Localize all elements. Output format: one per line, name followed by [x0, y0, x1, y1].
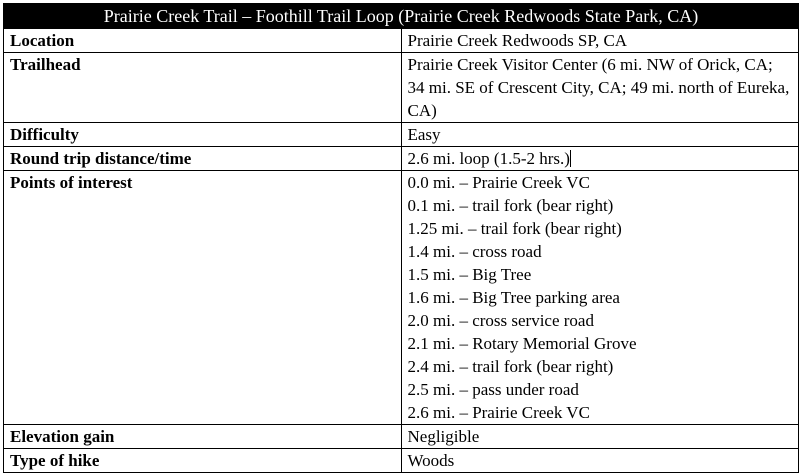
- location-value: Prairie Creek Redwoods SP, CA: [401, 29, 799, 53]
- list-item: 2.1 mi. – Rotary Memorial Grove: [407, 334, 637, 353]
- elevation-label: Elevation gain: [4, 425, 402, 449]
- table-row-hike-type: [4, 449, 799, 473]
- list-item: 1.4 mi. – cross road: [407, 242, 542, 261]
- trailhead-label: Trailhead: [4, 53, 402, 123]
- difficulty-value: Easy: [401, 123, 799, 147]
- points-of-interest-label: Points of interest: [4, 171, 402, 425]
- table-row-points-of-interest: [4, 171, 799, 425]
- distance-cell[interactable]: [401, 147, 799, 171]
- list-item: 2.5 mi. – pass under road: [407, 380, 579, 399]
- table-row-location: [4, 29, 799, 53]
- points-of-interest-list: [408, 171, 793, 424]
- table-row-difficulty: [4, 123, 799, 147]
- list-item: 2.4 mi. – trail fork (bear right): [407, 357, 614, 376]
- list-item: 0.1 mi. – trail fork (bear right): [407, 196, 614, 215]
- location-label: Location: [4, 29, 402, 53]
- points-of-interest-cell: [401, 171, 799, 425]
- table-row-trailhead: [4, 53, 799, 123]
- trailhead-value: Prairie Creek Visitor Center (6 mi. NW of Orick, CA; 34 mi. SE of Crescent City, CA; 49 mi. north of Eureka, CA): [401, 53, 799, 123]
- list-item: 2.0 mi. – cross service road: [407, 311, 594, 330]
- table-row-elevation: [4, 425, 799, 449]
- list-item: 2.6 mi. – Prairie Creek VC: [407, 403, 590, 422]
- text-cursor: [570, 150, 571, 167]
- elevation-value: Negligible: [401, 425, 799, 449]
- list-item: 0.0 mi. – Prairie Creek VC: [407, 173, 590, 192]
- distance-label: Round trip distance/time: [4, 147, 402, 171]
- list-item: 1.6 mi. – Big Tree parking area: [407, 288, 620, 307]
- title-row: [4, 4, 799, 29]
- hike-type-value: Woods: [401, 449, 799, 473]
- trail-info-sheet: [3, 3, 799, 473]
- hike-type-label: Type of hike: [4, 449, 402, 473]
- trail-info-table: [3, 3, 799, 473]
- difficulty-label: Difficulty: [4, 123, 402, 147]
- table-title: Prairie Creek Trail – Foothill Trail Loop (Prairie Creek Redwoods State Park, CA): [4, 4, 799, 29]
- table-row-distance: [4, 147, 799, 171]
- list-item: 1.25 mi. – trail fork (bear right): [407, 219, 622, 238]
- list-item: 1.5 mi. – Big Tree: [407, 265, 532, 284]
- distance-value: 2.6 mi. loop (1.5-2 hrs.): [407, 149, 570, 168]
